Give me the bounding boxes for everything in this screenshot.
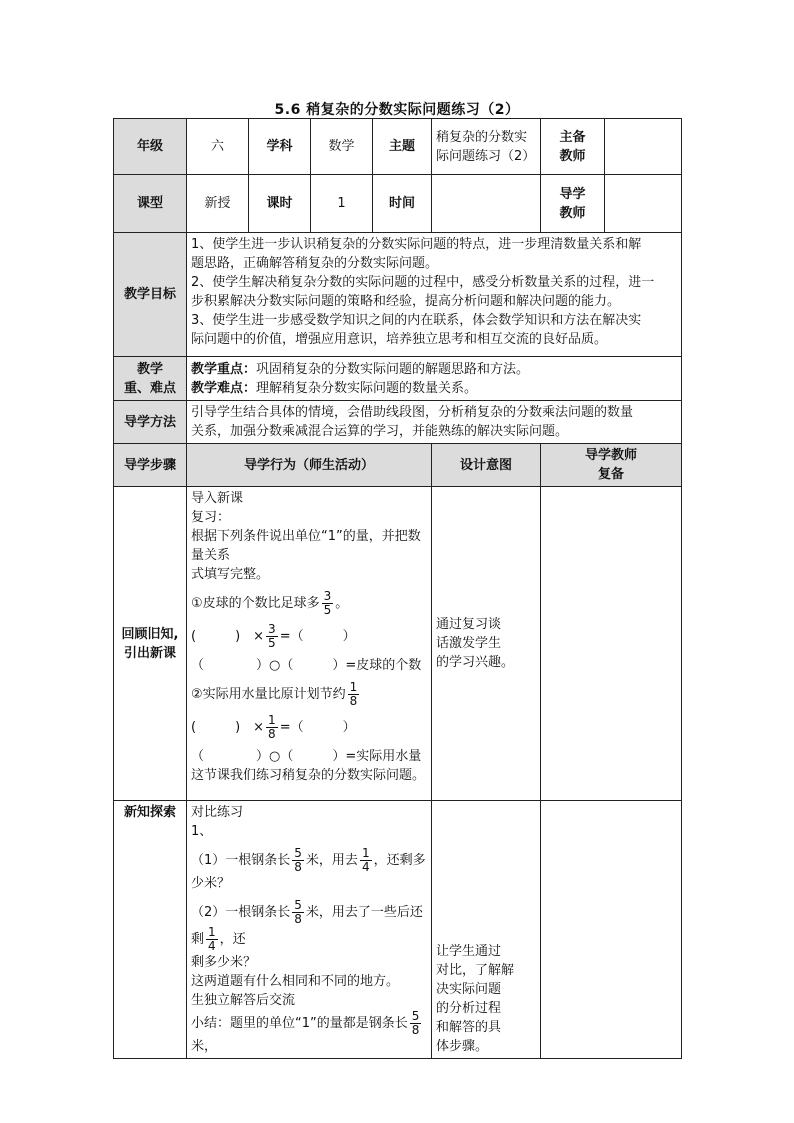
lesson-plan-table bbox=[113, 118, 682, 1059]
intent-line: 通过复习谈 bbox=[436, 617, 502, 632]
review-header-l2: 复备 bbox=[597, 467, 624, 482]
explore-number: 1、 bbox=[191, 824, 213, 839]
steps-header-row bbox=[114, 444, 682, 487]
focus-label: 教学重点： bbox=[191, 361, 257, 377]
hours-value: 1 bbox=[311, 175, 373, 233]
hours-label: 课时 bbox=[249, 175, 311, 233]
goals-row bbox=[114, 233, 682, 357]
explore-notes bbox=[541, 801, 682, 1059]
header-row-1 bbox=[114, 119, 682, 175]
subject-value: 数学 bbox=[311, 119, 373, 175]
problem-2-l2: 剩多少米？ bbox=[191, 955, 257, 970]
intent-line: 的学习兴趣。 bbox=[436, 655, 515, 670]
question-1: ①皮球的个数比足球多 $\frac{3}{5}$ 。 bbox=[191, 589, 349, 617]
activity-header: 导学行为（师生活动） bbox=[187, 444, 432, 487]
goal-line: 3、使学生进一步感受数学知识之间的内在联系，体会数学知识和方法在解决实 bbox=[191, 313, 642, 328]
goal-line: 2、使学生解决稍复杂分数的实际问题的过程中，感受分析数量关系的过程，进一 bbox=[191, 275, 655, 290]
intent-line: 的分析过程 bbox=[436, 1001, 502, 1016]
steps-header: 导学步骤 bbox=[114, 444, 187, 487]
method-label: 导学方法 bbox=[114, 401, 187, 444]
intent-line: 体步骤。 bbox=[436, 1039, 489, 1054]
method-content bbox=[187, 401, 682, 444]
intro-text: 导入新课 bbox=[191, 491, 244, 506]
instruction-l1: 根据下列条件说出单位“1”的量，并把数量关系 bbox=[191, 529, 421, 563]
key-points-label bbox=[114, 357, 187, 401]
method-line-2: 关系，加强分数乘减混合运算的学习，并能熟练的解决实际问题。 bbox=[191, 424, 569, 439]
method-row bbox=[114, 401, 682, 444]
review-label-l2: 引出新课 bbox=[123, 645, 176, 661]
equation-1b: （ ）○（ ）=皮球的个数 bbox=[191, 658, 422, 673]
grade-label: 年级 bbox=[114, 119, 187, 175]
intent-line: 让学生通过 bbox=[436, 944, 502, 959]
goals-label: 教学目标 bbox=[114, 233, 187, 357]
guide-teacher-l1: 导学 bbox=[559, 186, 586, 202]
grade-value: 六 bbox=[187, 119, 249, 175]
fraction: $\frac{1}{4}$ bbox=[361, 846, 370, 874]
topic-line-1: 稍复杂的分数实 bbox=[436, 129, 528, 145]
solve-text: 生独立解答后交流 bbox=[191, 993, 296, 1008]
review-intent bbox=[432, 487, 541, 801]
guide-teacher-value bbox=[605, 175, 682, 233]
question-2: ②实际用水量比原计划节约 $\frac{1}{8}$ bbox=[191, 680, 358, 708]
explore-heading: 对比练习 bbox=[191, 805, 244, 820]
problem-1: （1）一根钢条长 $\frac{5}{8}$ 米，用去 $\frac{1}{4}$ ，还剩多少米？ bbox=[191, 846, 426, 891]
topic-value bbox=[432, 119, 541, 175]
explore-step-label: 新知探索 bbox=[114, 801, 187, 1059]
fraction: $\frac{1}{8}$ bbox=[349, 680, 358, 708]
intent-line: 话激发学生 bbox=[436, 636, 502, 651]
review-sub: 复习： bbox=[191, 510, 231, 525]
compare-question: 这两道题有什么相同和不同的地方。 bbox=[191, 974, 400, 989]
closing-text: 这节课我们练习稍复杂的分数实际问题。 bbox=[191, 768, 426, 783]
difficulty-label: 教学难点： bbox=[191, 380, 257, 396]
intent-line: 和解答的具 bbox=[436, 1020, 502, 1035]
equation-2b: （ ）○（ ）=实际用水量 bbox=[191, 749, 422, 764]
method-line-1: 引导学生结合具体的情境，会借助线段图，分析稍复杂的分数乘法问题的数量 bbox=[191, 405, 634, 420]
review-row bbox=[114, 487, 682, 801]
key-label-l1: 教学 bbox=[136, 361, 163, 377]
goal-line: 际问题中的价值，增强应用意识，培养独立思考和相互交流的良好品质。 bbox=[191, 332, 608, 347]
fraction: $\frac{3}{5}$ bbox=[268, 622, 276, 650]
intent-line: 决实际问题 bbox=[436, 982, 502, 997]
fraction: $\frac{1}{4}$ bbox=[208, 925, 216, 953]
review-header-l1: 导学教师 bbox=[584, 448, 637, 463]
intent-header: 设计意图 bbox=[432, 444, 541, 487]
header-row-2 bbox=[114, 175, 682, 233]
focus-text: 巩固稍复杂的分数实际问题的解题思路和方法。 bbox=[256, 361, 530, 377]
lesson-type-value: 新授 bbox=[187, 175, 249, 233]
fraction: $\frac{5}{8}$ bbox=[411, 1009, 420, 1037]
guide-teacher-label bbox=[541, 175, 605, 233]
fraction: $\frac{3}{5}$ bbox=[323, 589, 332, 617]
goal-line: 题思路，正确解答稍复杂的分数实际问题。 bbox=[191, 256, 439, 271]
instruction-l2: 式填写完整。 bbox=[191, 567, 270, 582]
goal-line: 1、使学生进一步认识稍复杂的分数实际问题的特点，进一步理清数量关系和解 bbox=[191, 237, 642, 252]
topic-label: 主题 bbox=[373, 119, 432, 175]
key-label-l2: 重、难点 bbox=[123, 380, 176, 396]
lead-teacher-l1: 主备 bbox=[559, 129, 586, 145]
time-label: 时间 bbox=[373, 175, 432, 233]
explore-activity bbox=[187, 801, 432, 1059]
summary: 小结：题里的单位“1”的量都是钢条长 $\frac{5}{8}$ 米， bbox=[191, 1009, 420, 1054]
problem-2: （2）一根钢条长 $\frac{5}{8}$ 米，用去了一些后还剩 $\frac{1}{4}$ ，还 bbox=[191, 898, 423, 953]
fraction: $\frac{5}{8}$ bbox=[294, 898, 302, 926]
key-points-content bbox=[187, 357, 682, 401]
subject-label: 学科 bbox=[249, 119, 311, 175]
page-title: 5.6 稍复杂的分数实际问题练习（2） bbox=[274, 102, 520, 118]
fraction: $\frac{5}{8}$ bbox=[294, 846, 302, 874]
review-label-l1: 回顾旧知, bbox=[121, 626, 179, 642]
guide-teacher-l2: 教师 bbox=[559, 205, 586, 221]
lesson-type-label: 课型 bbox=[114, 175, 187, 233]
goal-line: 步积累解决分数实际问题的策略和经验，提高分析问题和解决问题的能力。 bbox=[191, 294, 621, 309]
lead-teacher-value bbox=[605, 119, 682, 175]
difficulty-text: 理解稍复杂分数实际问题的数量关系。 bbox=[256, 380, 478, 396]
lead-teacher-l2: 教师 bbox=[559, 148, 586, 164]
lead-teacher-label bbox=[541, 119, 605, 175]
fraction: $\frac{1}{8}$ bbox=[268, 713, 276, 741]
time-value bbox=[432, 175, 541, 233]
equation-1a: ( ) × $\frac{3}{5}$ =（ ） bbox=[191, 622, 356, 650]
explore-intent bbox=[432, 801, 541, 1059]
review-step-label bbox=[114, 487, 187, 801]
key-points-row bbox=[114, 357, 682, 401]
review-header bbox=[541, 444, 682, 487]
goals-content bbox=[187, 233, 682, 357]
intent-line: 对比，了解解 bbox=[436, 963, 515, 978]
review-activity bbox=[187, 487, 432, 801]
explore-row bbox=[114, 801, 682, 1059]
topic-line-2: 际问题练习（2） bbox=[436, 148, 536, 164]
equation-2a: ( ) × $\frac{1}{8}$ =（ ） bbox=[191, 713, 356, 741]
review-notes bbox=[541, 487, 682, 801]
